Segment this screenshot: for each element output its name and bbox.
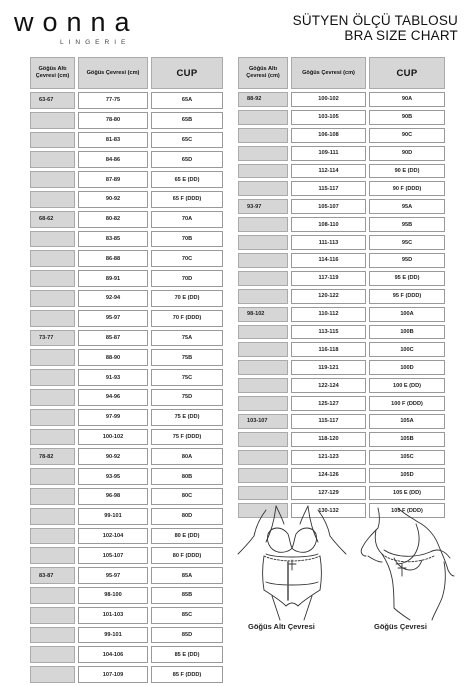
cup-cell: 75B <box>151 349 223 366</box>
table-row <box>238 396 445 411</box>
table-row <box>30 310 223 327</box>
underbust-cell <box>238 360 288 375</box>
cup-cell: 90 E (DD) <box>369 164 445 179</box>
cup-cell: 75D <box>151 389 223 406</box>
underbust-cell <box>30 132 75 149</box>
table-row <box>238 181 445 196</box>
underbust-cell <box>30 349 75 366</box>
cup-cell: 65 E (DD) <box>151 171 223 188</box>
bust-cell: 89-91 <box>78 270 148 287</box>
bust-cell: 92-94 <box>78 290 148 307</box>
underbust-cell <box>30 369 75 386</box>
table-row <box>30 92 223 109</box>
table-row <box>30 270 223 287</box>
cup-cell: 100D <box>369 360 445 375</box>
bust-cell: 84-86 <box>78 151 148 168</box>
cup-cell: 95 F (DDD) <box>369 289 445 304</box>
table-body <box>238 92 445 518</box>
bust-cell: 100-102 <box>291 92 366 107</box>
cup-cell: 75 F (DDD) <box>151 429 223 446</box>
table-row <box>30 488 223 505</box>
underbust-cell <box>238 217 288 232</box>
underbust-measure-illustration-icon <box>236 504 348 627</box>
table-row <box>30 211 223 228</box>
table-row <box>30 587 223 604</box>
underbust-cell <box>238 235 288 250</box>
cup-cell: 80B <box>151 468 223 485</box>
underbust-cell <box>30 191 75 208</box>
table-row <box>238 235 445 250</box>
cup-cell: 100A <box>369 307 445 322</box>
table-row <box>238 468 445 483</box>
bust-cell: 119-121 <box>291 360 366 375</box>
cup-cell: 80A <box>151 448 223 465</box>
underbust-cell <box>30 488 75 505</box>
underbust-cell <box>238 271 288 286</box>
underbust-cell <box>30 528 75 545</box>
bust-cell: 120-122 <box>291 289 366 304</box>
bust-cell: 112-114 <box>291 164 366 179</box>
table-row <box>30 547 223 564</box>
cup-cell: 70A <box>151 211 223 228</box>
table-row <box>30 528 223 545</box>
table-row <box>30 250 223 267</box>
table-row <box>30 666 223 683</box>
bust-cell: 85-87 <box>78 330 148 347</box>
cup-cell: 105D <box>369 468 445 483</box>
bust-cell: 122-124 <box>291 378 366 393</box>
bust-cell: 116-118 <box>291 342 366 357</box>
underbust-cell <box>30 547 75 564</box>
underbust-cell <box>238 128 288 143</box>
table-header <box>30 57 223 89</box>
cup-cell: 85 F (DDD) <box>151 666 223 683</box>
underbust-cell: 93-97 <box>238 199 288 214</box>
bust-cell: 113-115 <box>291 325 366 340</box>
table-row <box>238 325 445 340</box>
bust-cell: 100-102 <box>78 429 148 446</box>
bust-cell: 102-104 <box>78 528 148 545</box>
underbust-cell <box>238 378 288 393</box>
underbust-cell <box>30 429 75 446</box>
title-turkish: SÜTYEN ÖLÇÜ TABLOSU <box>292 13 458 28</box>
underbust-cell <box>238 146 288 161</box>
underbust-cell <box>30 409 75 426</box>
bust-cell: 103-105 <box>291 110 366 125</box>
cup-cell: 90A <box>369 92 445 107</box>
cup-cell: 70 F (DDD) <box>151 310 223 327</box>
bust-cell: 117-119 <box>291 271 366 286</box>
table-row <box>30 607 223 624</box>
cup-cell: 80 F (DDD) <box>151 547 223 564</box>
underbust-cell <box>30 250 75 267</box>
size-table-left <box>30 57 223 686</box>
bust-cell: 80-82 <box>78 211 148 228</box>
underbust-cell <box>238 164 288 179</box>
table-row <box>238 271 445 286</box>
bust-cell: 88-90 <box>78 349 148 366</box>
table-row <box>30 191 223 208</box>
cup-cell: 95 E (DD) <box>369 271 445 286</box>
bust-cell: 99-101 <box>78 627 148 644</box>
underbust-cell <box>238 325 288 340</box>
bust-cell: 93-95 <box>78 468 148 485</box>
bust-cell: 104-106 <box>78 646 148 663</box>
header-cup: CUP <box>369 57 445 89</box>
bust-cell: 97-99 <box>78 409 148 426</box>
bust-cell: 83-85 <box>78 231 148 248</box>
underbust-cell <box>30 231 75 248</box>
cup-cell: 100C <box>369 342 445 357</box>
table-row <box>238 414 445 429</box>
underbust-cell: 73-77 <box>30 330 75 347</box>
bust-cell: 130-132 <box>291 503 366 518</box>
bust-cell: 81-83 <box>78 132 148 149</box>
table-body <box>30 92 223 683</box>
table-row <box>30 330 223 347</box>
cup-cell: 80D <box>151 508 223 525</box>
bust-cell: 114-116 <box>291 253 366 268</box>
cup-cell: 70 E (DD) <box>151 290 223 307</box>
cup-cell: 65C <box>151 132 223 149</box>
cup-cell: 70B <box>151 231 223 248</box>
underbust-cell: 88-92 <box>238 92 288 107</box>
table-row <box>30 409 223 426</box>
bust-cell: 127-129 <box>291 486 366 501</box>
table-row <box>238 217 445 232</box>
cup-cell: 90C <box>369 128 445 143</box>
table-row <box>30 448 223 465</box>
cup-cell: 85B <box>151 587 223 604</box>
bust-cell: 125-127 <box>291 396 366 411</box>
bust-cell: 90-92 <box>78 191 148 208</box>
header-bust: Göğüs Çevresi (cm) <box>291 57 366 89</box>
underbust-cell <box>30 607 75 624</box>
table-row <box>30 231 223 248</box>
cup-cell: 105B <box>369 432 445 447</box>
bust-cell: 78-80 <box>78 112 148 129</box>
table-row <box>238 432 445 447</box>
table-row <box>238 289 445 304</box>
cup-cell: 80C <box>151 488 223 505</box>
underbust-label: Göğüs Altı Çevresi <box>248 622 315 631</box>
bust-cell: 105-107 <box>291 199 366 214</box>
underbust-cell: 68-62 <box>30 211 75 228</box>
underbust-cell <box>238 468 288 483</box>
bust-cell: 99-101 <box>78 508 148 525</box>
underbust-cell <box>30 112 75 129</box>
cup-cell: 105C <box>369 450 445 465</box>
table-row <box>30 468 223 485</box>
cup-cell: 70D <box>151 270 223 287</box>
cup-cell: 105 E (DD) <box>369 486 445 501</box>
bust-cell: 87-89 <box>78 171 148 188</box>
bust-cell: 108-110 <box>291 217 366 232</box>
table-row <box>30 132 223 149</box>
cup-cell: 95C <box>369 235 445 250</box>
underbust-cell <box>30 389 75 406</box>
cup-cell: 85 E (DD) <box>151 646 223 663</box>
table-row <box>30 508 223 525</box>
cup-cell: 95A <box>369 199 445 214</box>
underbust-cell <box>30 310 75 327</box>
cup-cell: 75 E (DD) <box>151 409 223 426</box>
underbust-cell: 63-67 <box>30 92 75 109</box>
brand-name: wonna <box>14 7 139 37</box>
bust-cell: 121-123 <box>291 450 366 465</box>
underbust-cell <box>238 289 288 304</box>
header-cup: CUP <box>151 57 223 89</box>
table-row <box>238 360 445 375</box>
underbust-cell <box>238 432 288 447</box>
table-row <box>30 627 223 644</box>
bust-cell: 106-108 <box>291 128 366 143</box>
underbust-cell <box>30 151 75 168</box>
bust-cell: 96-98 <box>78 488 148 505</box>
cup-cell: 65D <box>151 151 223 168</box>
table-row <box>30 429 223 446</box>
underbust-cell <box>238 181 288 196</box>
table-row <box>238 128 445 143</box>
header-underbust: Göğüs Altı Çevresi (cm) <box>238 57 288 89</box>
table-row <box>238 486 445 501</box>
table-row <box>238 253 445 268</box>
bust-cell: 101-103 <box>78 607 148 624</box>
cup-cell: 95B <box>369 217 445 232</box>
cup-cell: 85C <box>151 607 223 624</box>
measurement-figures <box>228 504 458 644</box>
bust-cell: 94-96 <box>78 389 148 406</box>
bust-cell: 77-75 <box>78 92 148 109</box>
bust-cell: 91-93 <box>78 369 148 386</box>
underbust-cell <box>238 342 288 357</box>
table-row <box>238 378 445 393</box>
cup-cell: 90D <box>369 146 445 161</box>
table-header <box>238 57 445 89</box>
bust-cell: 107-109 <box>78 666 148 683</box>
cup-cell: 90 F (DDD) <box>369 181 445 196</box>
header-underbust: Göğüs Altı Çevresi (cm) <box>30 57 75 89</box>
cup-cell: 65 F (DDD) <box>151 191 223 208</box>
cup-cell: 85D <box>151 627 223 644</box>
table-row <box>30 369 223 386</box>
title-english: BRA SIZE CHART <box>344 28 458 43</box>
bust-cell: 86-88 <box>78 250 148 267</box>
bust-cell: 110-112 <box>291 307 366 322</box>
cup-cell: 100 F (DDD) <box>369 396 445 411</box>
table-row <box>238 199 445 214</box>
underbust-cell <box>30 508 75 525</box>
table-row <box>238 92 445 107</box>
cup-cell: 85A <box>151 567 223 584</box>
table-row <box>238 110 445 125</box>
table-row <box>238 164 445 179</box>
cup-cell: 90B <box>369 110 445 125</box>
cup-cell: 75A <box>151 330 223 347</box>
cup-cell: 75C <box>151 369 223 386</box>
bust-cell: 95-97 <box>78 310 148 327</box>
cup-cell: 65A <box>151 92 223 109</box>
cup-cell: 105A <box>369 414 445 429</box>
underbust-cell <box>30 646 75 663</box>
bust-cell: 115-117 <box>291 414 366 429</box>
table-row <box>238 450 445 465</box>
header <box>0 0 476 56</box>
underbust-cell: 78-82 <box>30 448 75 465</box>
cup-cell: 100B <box>369 325 445 340</box>
page-title <box>293 13 458 43</box>
underbust-cell <box>238 396 288 411</box>
cup-cell: 95D <box>369 253 445 268</box>
header-bust: Göğüs Çevresi (cm) <box>78 57 148 89</box>
cup-cell: 65B <box>151 112 223 129</box>
table-row <box>30 112 223 129</box>
table-row <box>30 151 223 168</box>
underbust-cell <box>30 290 75 307</box>
underbust-cell <box>30 171 75 188</box>
brand-logo <box>14 8 174 46</box>
underbust-cell <box>30 270 75 287</box>
table-row <box>30 389 223 406</box>
bust-label: Göğüs Çevresi <box>374 622 427 631</box>
table-row <box>30 349 223 366</box>
cup-cell: 100 E (DD) <box>369 378 445 393</box>
bust-cell: 109-111 <box>291 146 366 161</box>
table-row <box>238 307 445 322</box>
underbust-cell <box>30 587 75 604</box>
bust-cell: 118-120 <box>291 432 366 447</box>
bust-measure-illustration-icon <box>354 504 458 627</box>
underbust-cell: 103-107 <box>238 414 288 429</box>
table-row <box>30 171 223 188</box>
bust-cell: 95-97 <box>78 567 148 584</box>
table-row <box>30 646 223 663</box>
table-row <box>30 290 223 307</box>
table-row <box>238 146 445 161</box>
underbust-cell <box>238 253 288 268</box>
bust-cell: 98-100 <box>78 587 148 604</box>
underbust-cell <box>238 450 288 465</box>
underbust-cell <box>30 468 75 485</box>
bust-cell: 90-92 <box>78 448 148 465</box>
bust-cell: 115-117 <box>291 181 366 196</box>
cup-cell: 70C <box>151 250 223 267</box>
underbust-cell <box>238 110 288 125</box>
underbust-cell <box>238 486 288 501</box>
table-row <box>238 342 445 357</box>
underbust-cell <box>30 627 75 644</box>
cup-cell: 80 E (DD) <box>151 528 223 545</box>
cup-cell: 105 F (DDD) <box>369 503 445 518</box>
bust-cell: 111-113 <box>291 235 366 250</box>
size-table-right <box>238 57 445 521</box>
bust-cell: 105-107 <box>78 547 148 564</box>
underbust-cell: 83-87 <box>30 567 75 584</box>
table-row <box>30 567 223 584</box>
underbust-cell: 98-102 <box>238 307 288 322</box>
brand-tagline: LINGERIE <box>60 39 131 46</box>
bust-cell: 124-126 <box>291 468 366 483</box>
underbust-cell <box>30 666 75 683</box>
